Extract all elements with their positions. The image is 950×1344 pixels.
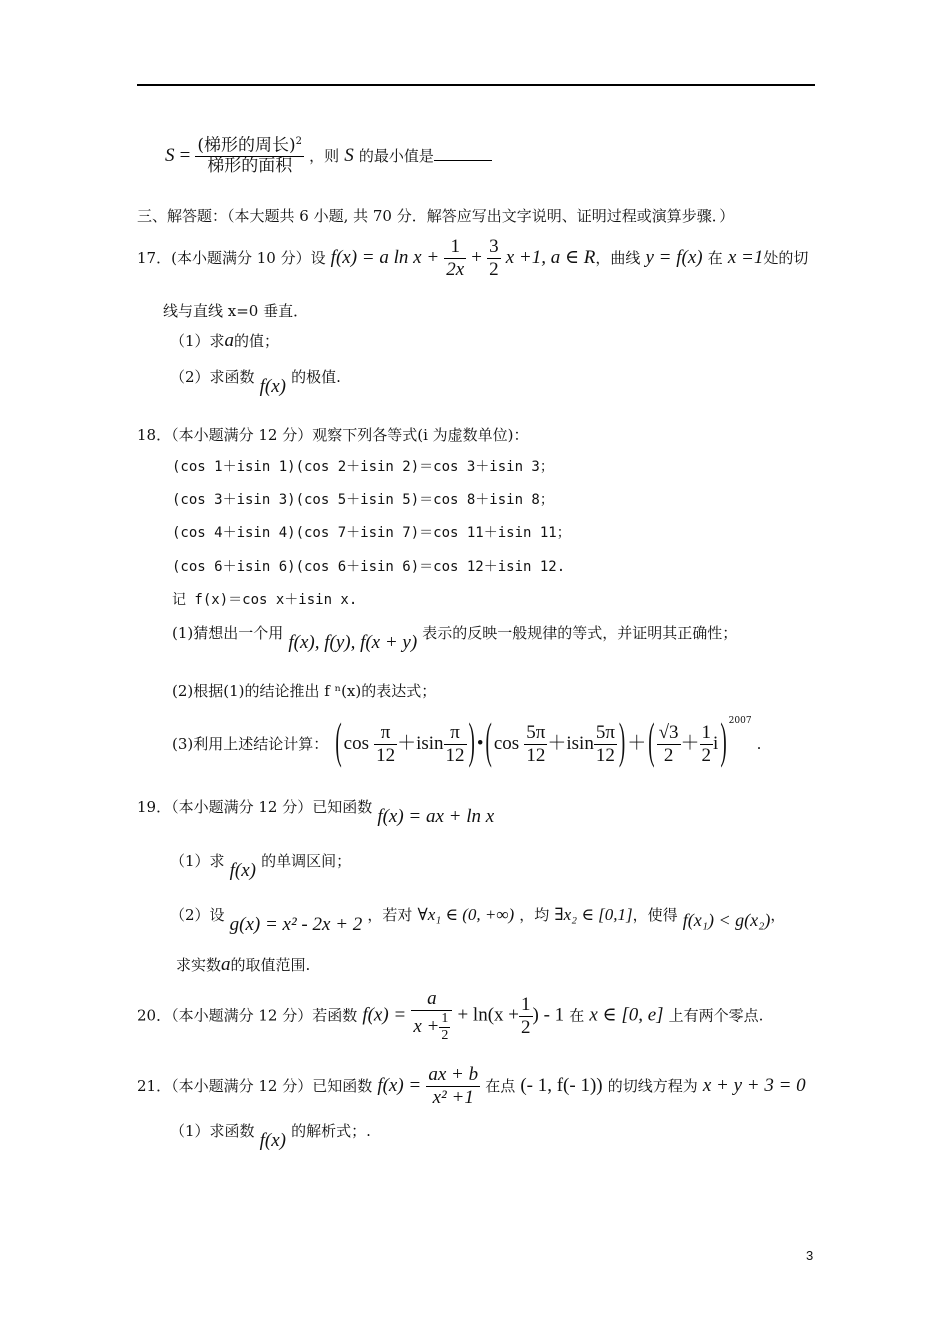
q19-p2-line2b: 的取值范围. bbox=[230, 956, 311, 974]
q19-label: 19．（本小题满分 12 分）已知函数 bbox=[137, 798, 373, 816]
q17-p1-var: a bbox=[224, 330, 235, 351]
q18-p3-5pi1: 5π bbox=[526, 722, 546, 743]
q18-eq-1: (cos 1＋isin 1)(cos 2＋isin 2)＝cos 3＋isin 3； bbox=[172, 459, 554, 475]
q17-curve: y = f(x) bbox=[645, 246, 703, 268]
q17-p2-func: f(x) bbox=[259, 376, 287, 397]
q19-p2-label: （2）设 bbox=[170, 906, 225, 924]
q18-p3-exp: 2007 bbox=[728, 715, 752, 726]
q19-part2-line2 bbox=[176, 954, 310, 976]
section-3-heading: 三、解答题：（本大题共 6 小题, 共 70 分．解答应写出文字说明、证明过程或演算步骤．） bbox=[137, 207, 735, 225]
q18-part2: (2)根据(1)的结论推出 f ⁿ(x)的表达式； bbox=[172, 682, 437, 700]
q16-numerator: (梯形的周长) bbox=[197, 135, 296, 156]
q18-p3-isin2: ＋isin bbox=[547, 732, 594, 754]
q21-p1-label: （1）求函数 bbox=[170, 1122, 255, 1140]
q17-tail: 处的切 bbox=[763, 248, 809, 267]
q18-p3-frac2 bbox=[444, 722, 467, 767]
q18-p3-den1: 12 bbox=[376, 744, 396, 766]
q19-p2-c2: ，均 bbox=[519, 906, 550, 924]
q18-p3-one: 1 bbox=[701, 722, 712, 743]
q20-den-a: x + bbox=[413, 1015, 440, 1037]
page-number: 3 bbox=[806, 1248, 814, 1263]
q20-den-den: 2 bbox=[441, 1027, 449, 1043]
q18-p3-isin1: ＋isin bbox=[397, 732, 444, 754]
q20-in: 在 bbox=[569, 1006, 585, 1025]
q18-p3-label: (3)利用上述结论计算： bbox=[172, 734, 329, 753]
q20-label: 20．（本小题满分 12 分）若函数 bbox=[137, 1006, 358, 1025]
q20-interval: x ∈ [0, e] bbox=[589, 1004, 664, 1026]
q18-p3-plus2: ＋ bbox=[680, 732, 700, 754]
q17-at: 在 bbox=[707, 248, 723, 267]
q21-num: ax + b bbox=[428, 1064, 479, 1085]
q17-mid: ，曲线 bbox=[595, 248, 641, 267]
q18-p1-label: (1)猜想出一个用 bbox=[172, 624, 284, 642]
q17-line2: 线与直线 x=0 垂直． bbox=[163, 302, 309, 320]
q20-den-num: 1 bbox=[439, 1011, 450, 1028]
answer-blank bbox=[434, 146, 492, 161]
q17-xval: x =1 bbox=[727, 246, 764, 268]
q19-p2-forall: ∀x₁ ∈ (0, +∞) bbox=[417, 905, 515, 924]
q18-eq-2: (cos 3＋isin 3)(cos 5＋isin 5)＝cos 8＋isin 8； bbox=[172, 492, 554, 508]
q21-p1-func: f(x) bbox=[259, 1130, 287, 1151]
q18-p3-den2: 12 bbox=[445, 744, 465, 766]
q18-p3-den5: 2 bbox=[663, 744, 674, 766]
q19-p2-g: g(x) = x² - 2x + 2 bbox=[229, 914, 363, 935]
q18-p3-pi2: π bbox=[444, 722, 467, 745]
q17-p1-label: （1）求 bbox=[170, 332, 225, 350]
q17-plus: + bbox=[471, 246, 482, 268]
q19-p2-c4: ， bbox=[770, 906, 786, 924]
q18-p3-cos2: cos bbox=[493, 732, 520, 754]
q18-p1-funcs: f(x), f(y), f(x + y) bbox=[288, 632, 418, 653]
q18-p3-den3: 12 bbox=[526, 744, 546, 766]
q18-eq-3: (cos 4＋isin 4)(cos 7＋isin 7)＝cos 11＋isin 11； bbox=[172, 525, 571, 541]
q19-line1 bbox=[137, 796, 495, 827]
q18-p3-5pi2: 5π bbox=[595, 722, 615, 743]
q20-main-frac bbox=[411, 988, 452, 1044]
q20-line bbox=[137, 988, 763, 1044]
q19-p2-c3: ，使得 bbox=[632, 906, 678, 924]
q17-p2-tail: 的极值. bbox=[291, 368, 341, 386]
q19-p1-tail: 的单调区间； bbox=[261, 852, 352, 870]
q18-p3-frac6 bbox=[700, 722, 714, 767]
q19-part2 bbox=[170, 904, 786, 935]
q17-part2 bbox=[170, 366, 341, 397]
q16-denominator: 梯形的面积 bbox=[207, 156, 293, 177]
q19-func: f(x) = ax + ln x bbox=[377, 806, 495, 827]
q18-p3-den4: 12 bbox=[595, 744, 615, 766]
q19-part1 bbox=[170, 850, 352, 881]
q21-tangent-line: x + y + 3 = 0 bbox=[702, 1074, 806, 1096]
q17-label: 17．(本小题满分 10 分）设 bbox=[137, 248, 326, 267]
q16-S: S bbox=[165, 144, 175, 166]
q21-at: 在点 bbox=[485, 1076, 516, 1095]
q18-label: 18．（本小题满分 12 分）观察下列各等式(i 为虚数单位)： bbox=[137, 426, 529, 444]
q17-frac1 bbox=[444, 236, 466, 281]
q20-num: a bbox=[411, 988, 452, 1011]
q18-part1 bbox=[172, 622, 738, 653]
q21-line bbox=[137, 1064, 806, 1109]
q19-p2-exists: ∃x₂ ∈ [0,1] bbox=[554, 905, 633, 924]
q17-frac1-den: 2x bbox=[446, 258, 465, 280]
q16-eq: = bbox=[179, 144, 191, 166]
q17-func-a: f(x) = a ln x + bbox=[330, 246, 440, 268]
q18-p3-frac4 bbox=[594, 722, 617, 767]
q17-p2-label: （2）求函数 bbox=[170, 368, 255, 386]
q18-p3-frac5 bbox=[657, 722, 681, 767]
q18-p3-pi1: π bbox=[374, 722, 397, 745]
q16-S2: S bbox=[344, 144, 354, 166]
q18-p3-frac1 bbox=[374, 722, 397, 767]
q16-comma: ，则 bbox=[309, 146, 340, 165]
q19-p2-ineq: f(x₁) < g(x₂) bbox=[682, 910, 771, 930]
q21-fx: f(x) = bbox=[377, 1074, 422, 1096]
q16-fraction bbox=[195, 136, 304, 177]
q17-frac1-num: 1 bbox=[444, 236, 466, 259]
q19-p2-var: a bbox=[221, 954, 231, 975]
q18-p3-i: i bbox=[713, 732, 719, 754]
q18-p1-tail: 表示的反映一般规律的等式，并证明其正确性； bbox=[422, 624, 738, 642]
header-rule bbox=[137, 84, 815, 86]
q21-point: (- 1, f(- 1)) bbox=[520, 1074, 603, 1096]
q21-tangent: 的切线方程为 bbox=[607, 1076, 698, 1095]
q20-fx: f(x) = bbox=[362, 1004, 407, 1026]
q20-half-num: 1 bbox=[521, 993, 531, 1015]
q17-func-b: x +1, a ∈ R bbox=[505, 246, 596, 268]
q16-formula bbox=[165, 136, 492, 177]
q18-p3-den6: 2 bbox=[701, 744, 712, 766]
q16-numerator-exp: 2 bbox=[295, 136, 303, 147]
q18-p3-sqrt3: √3 bbox=[658, 722, 679, 743]
q17-p1-tail: 的值； bbox=[234, 332, 280, 350]
q18-p3-cos1: cos bbox=[343, 732, 369, 754]
q18-p3-dot: • bbox=[476, 732, 484, 754]
q18-part3: (3)利用上述结论计算： ( cos $\frac{\pi}{12}$ ＋isin $\frac{\pi}{12}$ ) • ( cos $\frac{5\pi}{12}$ ＋isin $\frac{5\pi}{12}$ ) ＋ ( $\frac{√3}{2}$ ＋ $\frac{1}{2}$ i ) $^{2007}$ . bbox=[172, 715, 762, 771]
q20-tail: 上有两个零点. bbox=[668, 1006, 764, 1025]
q18-p3-end: . bbox=[756, 734, 762, 753]
q21-frac bbox=[426, 1064, 480, 1109]
q19-p1-func: f(x) bbox=[229, 860, 257, 881]
q21-p1-tail: 的解析式；. bbox=[291, 1122, 371, 1140]
q17-frac2-num: 3 bbox=[489, 236, 499, 257]
q19-p2-c1: ，若对 bbox=[367, 906, 413, 924]
q17-line1 bbox=[137, 236, 808, 281]
q18-p3-frac3 bbox=[524, 722, 547, 767]
q18-p3-plus: ＋ bbox=[627, 732, 647, 754]
q16-tail: 的最小值是 bbox=[358, 146, 434, 165]
q17-frac2-den: 2 bbox=[489, 258, 499, 280]
q20-mid: + ln(x + bbox=[457, 1004, 519, 1026]
q19-p1-label: （1）求 bbox=[170, 852, 225, 870]
q20-half-den: 2 bbox=[521, 1016, 531, 1038]
q19-p2-line2a: 求实数 bbox=[176, 956, 222, 974]
q18-eq-4: (cos 6＋isin 6)(cos 6＋isin 6)＝cos 12＋isin 12. bbox=[172, 559, 566, 575]
q17-frac2 bbox=[487, 236, 501, 281]
q21-part1 bbox=[170, 1120, 371, 1151]
q21-label: 21．（本小题满分 12 分）已知函数 bbox=[137, 1076, 373, 1095]
q17-part1 bbox=[170, 330, 279, 352]
q20-end: ) - 1 bbox=[532, 1004, 565, 1026]
q18-define: 记 f(x)＝cos x＋isin x. bbox=[172, 592, 358, 608]
q20-half bbox=[519, 994, 533, 1039]
q21-den: x² +1 bbox=[432, 1086, 474, 1108]
